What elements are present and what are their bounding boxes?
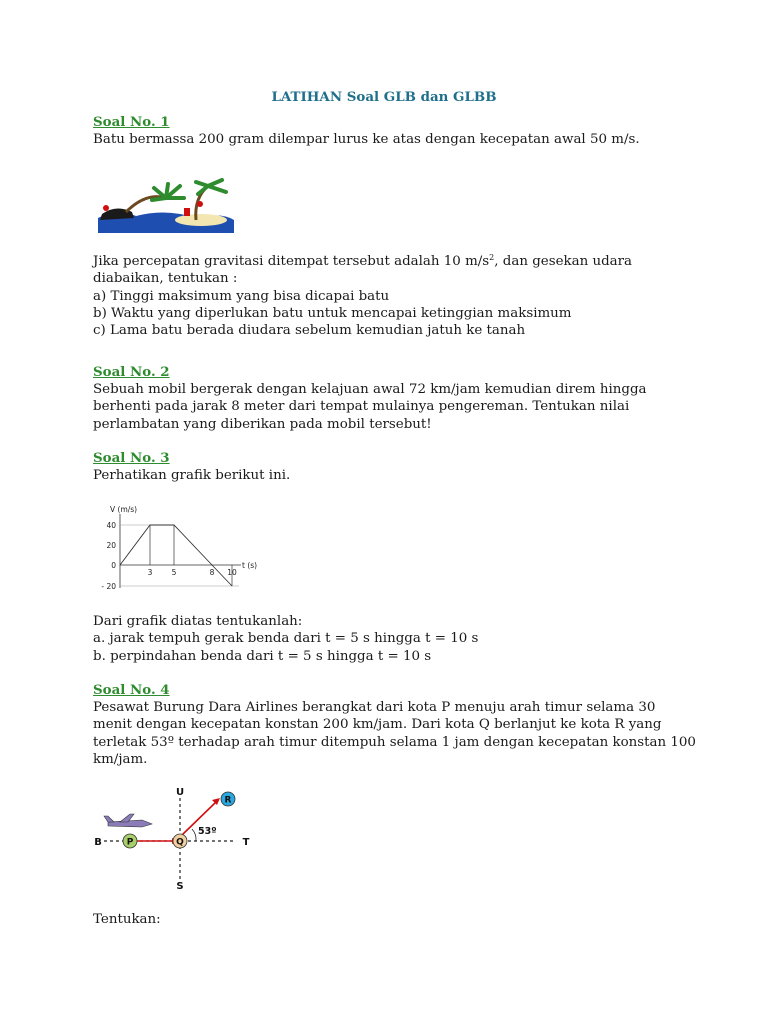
xtick-3: 3: [147, 568, 153, 577]
beach-illustration: [96, 178, 236, 233]
soal-1-condition-line-1: [93, 253, 693, 270]
soal-1-condition-a: Jika percepatan gravitasi ditempat tersebut adalah 10 m/s: [93, 254, 490, 269]
ytick-0: 0: [111, 561, 116, 570]
soal-1-item-b: b) Waktu yang diperlukan batu untuk mencapai ketinggian maksimum: [93, 306, 572, 321]
soal-1-condition-line-2: diabaikan, tentukan :: [93, 271, 238, 286]
soal-4-line-2: menit dengan kecepatan konstan 200 km/jam. Dari kota Q berlanjut ke kota R yang: [93, 717, 662, 732]
soal-2-line-1: Sebuah mobil bergerak dengan kelajuan awal 72 km/jam kemudian direm hingga: [93, 382, 647, 397]
graph-ylabel: V (m/s): [110, 505, 138, 514]
compass-north-label: U: [175, 787, 185, 798]
soal-3-item-a: a. jarak tempuh gerak benda dari t = 5 s hingga t = 10 s: [93, 631, 479, 646]
soal-3-text: Perhatikan grafik berikut ini.: [93, 468, 291, 483]
compass-west-label: B: [94, 837, 102, 848]
soal-4-heading: Soal No. 4: [93, 682, 170, 698]
xtick-8: 8: [209, 568, 215, 577]
soal-4-line-3: terletak 53º terhadap arah timur ditempuh selama 1 jam dengan kecepatan konstan 100: [93, 735, 696, 750]
compass-east-label: T: [242, 837, 250, 848]
soal-1-condition-b: , dan gesekan udara: [494, 254, 633, 269]
soal-1-heading: Soal No. 1: [93, 114, 170, 130]
soal-2-heading: Soal No. 2: [93, 364, 170, 380]
graph-xlabel: t (s): [242, 561, 258, 570]
soal-1-condition-sup: 2: [489, 253, 495, 262]
soal-2-line-2: berhenti pada jarak 8 meter dari tempat mulainya pengereman. Tentukan nilai: [93, 399, 630, 414]
soal-4-line-1: Pesawat Burung Dara Airlines berangkat dari kota P menuju arah timur selama 30: [93, 700, 656, 715]
soal-3-item-b: b. perpindahan benda dari t = 5 s hingga t = 10 s: [93, 649, 432, 664]
soal-1-text: Batu bermassa 200 gram dilempar lurus ke atas dengan kecepatan awal 50 m/s.: [93, 132, 640, 147]
soal-4-line-4: km/jam.: [93, 752, 148, 767]
soal-3-after-intro: Dari grafik diatas tentukanlah:: [93, 614, 303, 629]
compass-route-diagram: [90, 784, 270, 894]
soal-1-item-c: c) Lama batu berada diudara sebelum kemudian jatuh ke tanah: [93, 323, 526, 338]
point-r-label: R: [224, 795, 232, 806]
angle-label: 53º: [198, 826, 217, 837]
xtick-5: 5: [171, 568, 177, 577]
point-q-label: Q: [176, 837, 184, 848]
ytick-20: 20: [106, 541, 116, 550]
soal-3-heading: Soal No. 3: [93, 450, 170, 466]
ytick-minus-20: - 20: [101, 582, 116, 591]
velocity-time-graph: [96, 500, 266, 595]
compass-south-label: S: [176, 881, 184, 892]
point-p-label: P: [126, 837, 134, 848]
soal-4-closing: Tentukan:: [93, 912, 161, 927]
ytick-40: 40: [106, 521, 116, 530]
soal-1-item-a: a) Tinggi maksimum yang bisa dicapai batu: [93, 289, 390, 304]
xtick-10: 10: [227, 568, 237, 577]
document-title: LATIHAN Soal GLB dan GLBB: [271, 89, 497, 105]
soal-2-line-3: perlambatan yang diberikan pada mobil tersebut!: [93, 417, 432, 432]
airplane-icon: [104, 814, 152, 827]
